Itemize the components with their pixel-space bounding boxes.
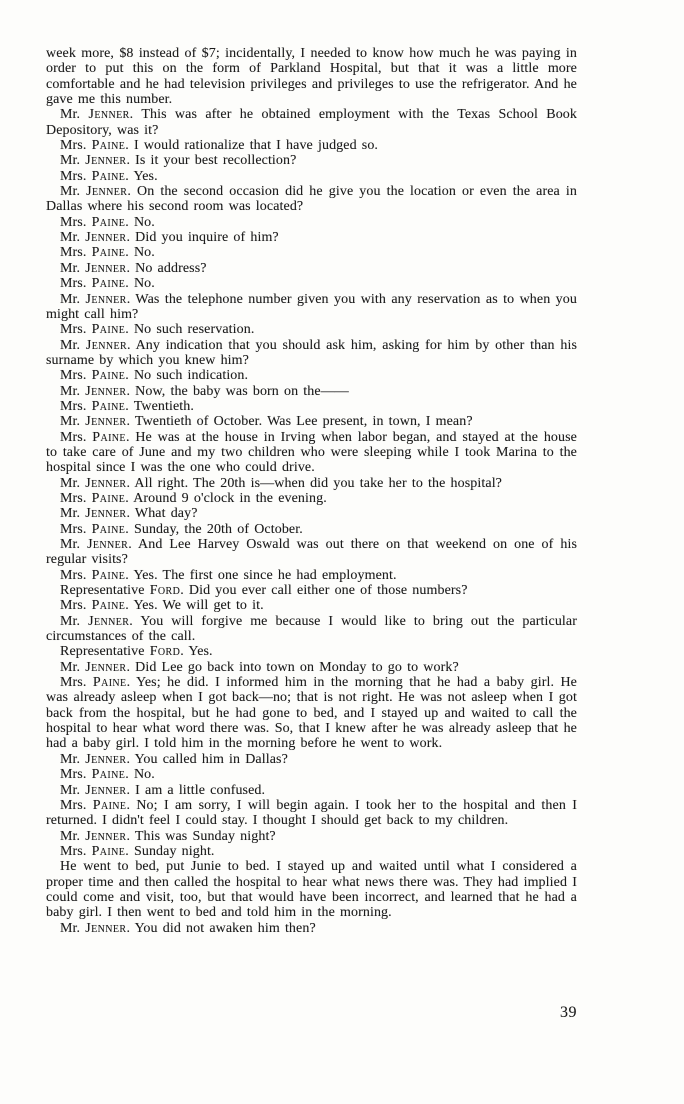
speech-text: No such reservation.: [133, 322, 255, 338]
transcript-speech-paragraph: [46, 506, 577, 521]
speaker-name: Paine: [91, 214, 126, 230]
speaker-name: Jenner: [85, 260, 127, 276]
transcript-speech-paragraph: [46, 184, 577, 215]
speaker-name: Paine: [91, 322, 126, 338]
speaker-prefix: Mrs.: [60, 767, 87, 783]
speaker-separator: .: [125, 368, 134, 384]
speech-text: No.: [133, 214, 155, 230]
speaker-separator: .: [129, 613, 141, 629]
speaker-prefix: Mr.: [60, 291, 81, 307]
speaker-prefix: Mrs.: [60, 168, 87, 184]
speech-text: This was Sunday night?: [134, 828, 276, 844]
transcript-speech-paragraph: [46, 522, 577, 537]
speaker-label: [60, 230, 126, 245]
speech-text: This was after he obtained employment with the Texas School Book Depository, was it?: [46, 107, 578, 138]
speech-text: Did you ever call either one of those numbers?: [188, 583, 468, 599]
speaker-prefix: Mrs.: [60, 138, 87, 154]
speaker-label: [60, 276, 125, 291]
transcript-speech-paragraph: [46, 292, 577, 323]
transcript-speech-paragraph: [46, 276, 577, 291]
speaker-label: [60, 829, 126, 844]
speaker-prefix: Mrs.: [60, 214, 87, 230]
speaker-prefix: Mrs.: [60, 429, 87, 445]
speaker-label: [60, 184, 127, 199]
speaker-name: Paine: [92, 675, 127, 691]
speech-text: You called him in Dallas?: [134, 751, 288, 767]
speaker-prefix: Mrs.: [60, 521, 87, 537]
speaker-prefix: Representative: [60, 583, 145, 599]
transcript-paragraph: [46, 859, 577, 920]
speech-text: No.: [133, 276, 155, 292]
speaker-separator: .: [126, 153, 136, 169]
speaker-name: Ford: [149, 644, 181, 660]
speaker-label: [60, 107, 130, 122]
speaker-separator: .: [127, 184, 137, 200]
speaker-name: Jenner: [85, 291, 127, 307]
speech-text: Yes; he did. I informed him in the morning that he had a baby girl. He was already asleep when I got back—no; that is not right. He was not asleep when I got back from the hospital, but he had gone to bed, and I stayed up and waited to call the hospital to hear what word there was. So, that I knew after he was already asleep that he had a baby girl. I told him in the morning before he went to work.: [46, 675, 577, 752]
speaker-label: [60, 767, 125, 782]
transcript-speech-paragraph: [46, 169, 577, 184]
speech-text: He was at the house in Irving when labor began, and stayed at the house to take care of June and my two children who were sleeping while I took Marina to the hospital since I was the one who could drive.: [46, 429, 577, 476]
speech-text: And Lee Harvey Oswald was out there on that weekend on one of his regular visits?: [46, 537, 577, 568]
speaker-label: [60, 261, 126, 276]
speaker-name: Paine: [91, 276, 126, 292]
speech-text: Yes. The first one since he had employment.: [133, 567, 397, 583]
transcript-speech-paragraph: [46, 537, 577, 568]
transcript-speech-paragraph: [46, 138, 577, 153]
transcript-speech-paragraph: [46, 261, 577, 276]
speaker-label: [60, 598, 125, 613]
speaker-prefix: Mrs.: [60, 598, 87, 614]
speech-text: week more, $8 instead of $7; incidentally, I needed to know how much he was paying in order to put this on the form of Parkland Hospital, but that it was a little more comfortable and he had television privileges and privileges to use the refrigerator. And he gave me this number.: [46, 46, 577, 108]
speaker-name: Paine: [91, 843, 126, 859]
speaker-label: [60, 245, 125, 260]
transcript-speech-paragraph: [46, 338, 577, 369]
speaker-name: Paine: [91, 138, 126, 154]
transcript-text: [46, 46, 577, 936]
transcript-speech-paragraph: [46, 230, 577, 245]
speech-text: Did you inquire of him?: [135, 230, 279, 246]
transcript-speech-paragraph: [46, 245, 577, 260]
transcript-speech-paragraph: [46, 568, 577, 583]
transcript-speech-paragraph: [46, 215, 577, 230]
speaker-separator: .: [126, 414, 135, 430]
transcript-speech-paragraph: [46, 491, 577, 506]
speech-text: You did not awaken him then?: [134, 920, 316, 936]
speech-text: Yes.: [188, 644, 213, 660]
speaker-label: [60, 660, 126, 675]
speaker-separator: .: [125, 322, 134, 338]
speaker-name: Paine: [92, 429, 126, 445]
transcript-speech-paragraph: [46, 921, 577, 936]
speaker-separator: .: [125, 490, 134, 506]
speaker-label: [60, 215, 125, 230]
speaker-name: Jenner: [85, 337, 128, 353]
speaker-label: [60, 322, 125, 337]
speaker-label: [60, 675, 127, 690]
transcript-speech-paragraph: [46, 399, 577, 414]
speaker-separator: .: [125, 567, 134, 583]
speaker-separator: .: [125, 276, 134, 292]
speaker-prefix: Mrs.: [60, 322, 87, 338]
speaker-name: Jenner: [85, 659, 127, 675]
speaker-separator: .: [126, 751, 135, 767]
speaker-prefix: Mr.: [60, 153, 81, 169]
speech-text: Twentieth.: [133, 398, 194, 414]
speaker-name: Jenner: [85, 920, 127, 936]
speaker-prefix: Mr.: [60, 475, 81, 491]
speaker-label: [60, 537, 128, 552]
speaker-separator: .: [125, 598, 134, 614]
speaker-prefix: Mr.: [60, 920, 81, 936]
speaker-name: Jenner: [85, 782, 127, 798]
transcript-speech-paragraph: [46, 829, 577, 844]
speaker-separator: .: [126, 675, 137, 691]
speaker-label: [60, 522, 125, 537]
transcript-speech-paragraph: [46, 384, 577, 399]
speech-text: Now, the baby was born on the——: [135, 383, 349, 399]
speaker-label: [60, 752, 126, 767]
speaker-separator: .: [126, 797, 137, 813]
speech-text: No; I am sorry, I will begin again. I took her to the hospital and then I returned. I didn't feel I could stay. I thought I should get back to my children.: [46, 797, 577, 829]
speaker-prefix: Mr.: [60, 751, 81, 767]
speech-text: No address?: [135, 260, 207, 276]
transcript-speech-paragraph: [46, 644, 577, 659]
transcript-speech-paragraph: [46, 614, 577, 645]
speaker-prefix: Mr.: [60, 782, 81, 798]
speaker-prefix: Mrs.: [60, 276, 87, 292]
speech-text: Was the telephone number given you with any reservation as to when you might call him?: [46, 291, 577, 322]
speech-text: Around 9 o'clock in the evening.: [133, 490, 327, 506]
speaker-name: Paine: [91, 245, 126, 261]
speaker-name: Jenner: [85, 751, 127, 767]
speaker-label: [60, 506, 126, 521]
speech-text: You will forgive me because I would like to bring out the particular circumstances of the call.: [46, 613, 577, 645]
speaker-prefix: Mr.: [60, 659, 81, 675]
speaker-prefix: Mr.: [60, 337, 81, 353]
speaker-name: Ford: [149, 583, 181, 599]
transcript-speech-paragraph: [46, 598, 577, 613]
speaker-separator: .: [125, 214, 134, 230]
speaker-label: [60, 399, 125, 414]
speaker-name: Paine: [91, 767, 126, 783]
speaker-name: Jenner: [85, 414, 127, 430]
speaker-name: Jenner: [85, 828, 127, 844]
speaker-prefix: Mrs.: [60, 675, 87, 691]
speaker-label: [60, 153, 126, 168]
speaker-separator: .: [180, 583, 189, 599]
speaker-separator: .: [125, 138, 134, 154]
transcript-speech-paragraph: [46, 414, 577, 429]
speaker-name: Paine: [91, 567, 126, 583]
speaker-separator: .: [126, 230, 136, 246]
speaker-label: [60, 476, 126, 491]
speaker-separator: .: [180, 644, 189, 660]
speech-text: No.: [133, 767, 155, 783]
speech-text: He went to bed, put Junie to bed. I stayed up and waited until what I considered a proper time and then called the hospital to hear what news there was. They had implied I could come and visit, too, but that would have been incorrect, and learned that he had a baby girl. I then went to bed and told him in the morning.: [46, 859, 577, 921]
speaker-separator: .: [129, 107, 142, 123]
speaker-prefix: Mr.: [60, 506, 81, 522]
speaker-prefix: Mr.: [60, 414, 81, 430]
speaker-separator: .: [126, 383, 136, 399]
speaker-label: [60, 169, 125, 184]
speech-text: All right. The 20th is—when did you take her to the hospital?: [134, 475, 502, 491]
speech-text: I would rationalize that I have judged so.: [133, 138, 379, 154]
speaker-name: Jenner: [85, 475, 127, 491]
speaker-separator: .: [125, 245, 134, 261]
speech-text: Sunday night.: [133, 843, 215, 859]
speaker-prefix: Mrs.: [60, 398, 87, 414]
speaker-prefix: Mrs.: [60, 567, 87, 583]
speaker-separator: .: [125, 521, 134, 537]
speaker-prefix: Mrs.: [60, 490, 87, 506]
speaker-prefix: Mr.: [60, 260, 81, 276]
speaker-name: Paine: [91, 521, 126, 537]
speaker-separator: .: [127, 337, 136, 353]
speaker-name: Paine: [91, 398, 126, 414]
transcript-speech-paragraph: [46, 107, 577, 138]
speaker-separator: .: [126, 782, 136, 798]
transcript-speech-paragraph: [46, 660, 577, 675]
speech-text: Any indication that you should ask him, asking for him by other than his surname by which you knew him?: [46, 337, 577, 368]
speaker-separator: .: [125, 843, 134, 859]
speech-text: Twentieth of October. Was Lee present, in town, I mean?: [134, 414, 473, 430]
transcript-speech-paragraph: [46, 675, 577, 752]
speaker-name: Jenner: [85, 506, 127, 522]
speaker-separator: .: [126, 260, 136, 276]
speaker-label: [60, 844, 125, 859]
speaker-separator: .: [125, 398, 134, 414]
speaker-label: [60, 568, 125, 583]
speaker-label: [60, 430, 126, 445]
speaker-label: [60, 491, 125, 506]
speaker-label: [60, 644, 180, 659]
speaker-prefix: Mrs.: [60, 843, 87, 859]
speaker-prefix: Mr.: [60, 107, 81, 123]
transcript-speech-paragraph: [46, 322, 577, 337]
speaker-name: Jenner: [87, 537, 129, 552]
transcript-speech-paragraph: [46, 798, 577, 829]
speech-text: What day?: [134, 506, 198, 522]
speaker-label: [60, 292, 127, 307]
speech-text: On the second occasion did he give you the location or even the area in Dallas where his second room was located?: [46, 184, 577, 215]
speaker-separator: .: [126, 659, 136, 675]
speaker-separator: .: [126, 475, 135, 491]
speech-text: Yes. We will get to it.: [133, 598, 264, 614]
speaker-label: [60, 583, 180, 598]
speech-text: Did Lee go back into town on Monday to go to work?: [135, 659, 459, 675]
speaker-prefix: Mrs.: [60, 368, 87, 384]
transcript-speech-paragraph: [46, 368, 577, 383]
transcript-speech-paragraph: [46, 844, 577, 859]
speaker-label: [60, 338, 127, 353]
transcript-speech-paragraph: [46, 430, 577, 476]
speaker-separator: .: [126, 506, 135, 522]
speaker-prefix: Representative: [60, 644, 145, 660]
speaker-name: Jenner: [88, 107, 130, 123]
transcript-speech-paragraph: [46, 476, 577, 491]
speaker-name: Jenner: [88, 613, 130, 629]
speaker-name: Paine: [91, 168, 126, 184]
speech-text: No.: [133, 245, 155, 261]
speaker-label: [60, 614, 129, 629]
transcript-speech-paragraph: [46, 153, 577, 168]
speaker-name: Paine: [91, 368, 126, 384]
speaker-name: Jenner: [86, 184, 128, 200]
speaker-separator: .: [125, 767, 134, 783]
transcript-speech-paragraph: [46, 583, 577, 598]
speaker-prefix: Mr.: [60, 383, 81, 399]
transcript-speech-paragraph: [46, 752, 577, 767]
page-number: 39: [560, 1004, 577, 1021]
speech-text: I am a little confused.: [135, 782, 266, 798]
speaker-separator: .: [128, 537, 139, 552]
speaker-name: Jenner: [85, 153, 127, 169]
speaker-prefix: Mr.: [60, 828, 81, 844]
speech-text: Sunday, the 20th of October.: [133, 521, 303, 537]
speaker-label: [60, 368, 125, 383]
speaker-name: Paine: [91, 490, 126, 506]
speaker-prefix: Mr.: [60, 537, 81, 552]
speaker-separator: .: [125, 168, 134, 184]
speaker-prefix: Mrs.: [60, 245, 87, 261]
speaker-separator: .: [126, 291, 136, 307]
speaker-label: [60, 798, 126, 813]
speaker-separator: .: [126, 920, 135, 936]
speaker-label: [60, 384, 126, 399]
speaker-label: [60, 414, 126, 429]
transcript-speech-paragraph: [46, 783, 577, 798]
speaker-label: [60, 783, 126, 798]
speech-text: No such indication.: [133, 368, 249, 384]
speaker-prefix: Mr.: [60, 613, 81, 629]
speech-text: Is it your best recollection?: [135, 153, 297, 169]
speaker-name: Jenner: [85, 230, 127, 246]
transcript-paragraph: [46, 46, 577, 107]
speaker-name: Paine: [92, 797, 127, 813]
speaker-separator: .: [126, 828, 135, 844]
speaker-separator: .: [125, 429, 136, 445]
speaker-name: Jenner: [85, 383, 127, 399]
speaker-label: [60, 921, 126, 936]
speech-text: Yes.: [133, 168, 158, 184]
speaker-label: [60, 138, 125, 153]
speaker-prefix: Mr.: [60, 230, 81, 246]
transcript-speech-paragraph: [46, 767, 577, 782]
speaker-name: Paine: [91, 598, 126, 614]
speaker-prefix: Mr.: [60, 184, 81, 200]
speaker-prefix: Mrs.: [60, 797, 87, 813]
